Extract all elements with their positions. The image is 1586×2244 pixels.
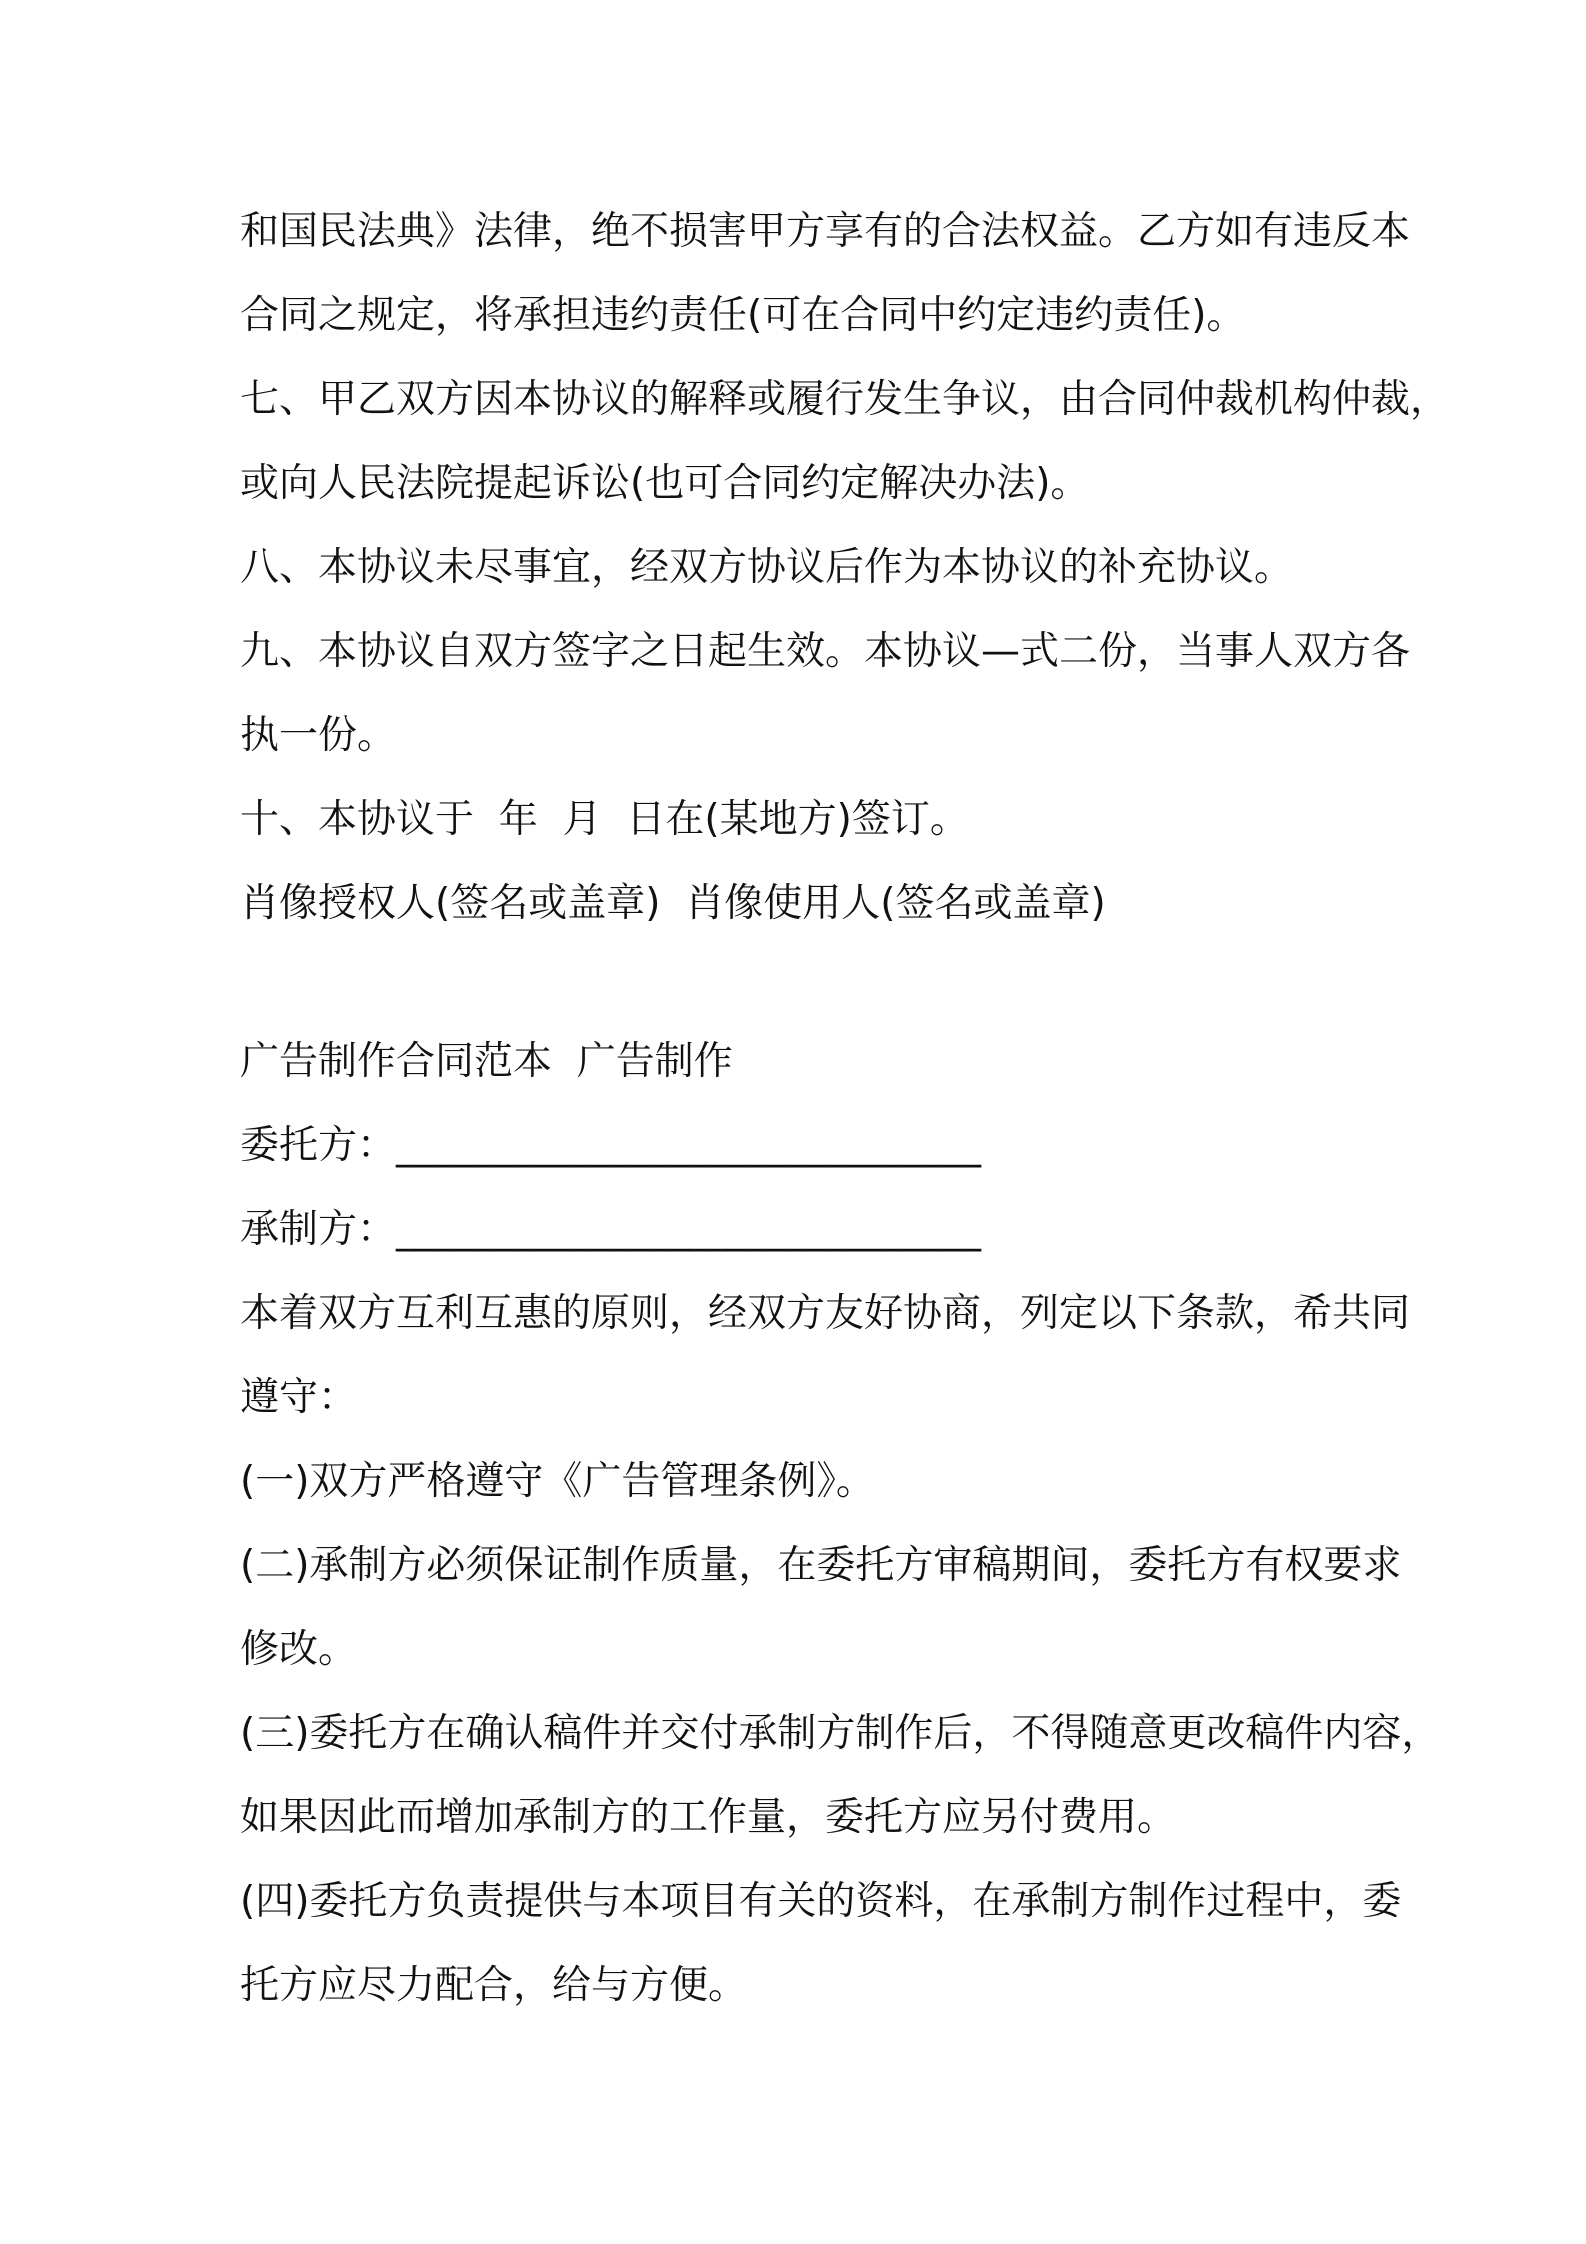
section-gap — [240, 946, 1360, 1020]
clause-three-line: (三)委托方在确认稿件并交付承制方制作后，不得随意更改稿件内容， — [240, 1711, 1441, 1756]
clause-ten-line: 十、本协议于 年 月 日在(某地方)签订。 — [240, 797, 969, 842]
clause-two-line: 修改。 — [240, 1627, 358, 1672]
clause-one-line: (一)双方严格遵守《广告管理条例》。 — [240, 1459, 875, 1504]
section-title: 广告制作合同范本 广告制作 — [240, 1039, 733, 1084]
clause-seven-line: 七、甲乙双方因本协议的解释或履行发生争议，由合同仲裁机构仲裁， — [240, 377, 1450, 422]
clause-seven-line: 或向人民法院提起诉讼(也可合同约定解决办法)。 — [240, 461, 1090, 506]
signature-line: 肖像授权人(签名或盖章) 肖像使用人(签名或盖章) — [240, 881, 1106, 926]
clause-nine-line: 执一份。 — [240, 713, 397, 758]
preamble-line: 遵守： — [240, 1375, 358, 1420]
paragraph-line: 合同之规定，将承担违约责任(可在合同中约定违约责任)。 — [240, 293, 1246, 338]
client-field-line: 委托方：______________________________ — [240, 1123, 982, 1168]
clause-nine-line: 九、本协议自双方签字之日起生效。本协议—式二份，当事人双方各 — [240, 629, 1411, 674]
document-body — [240, 190, 1450, 2028]
clause-two-line: (二)承制方必须保证制作质量，在委托方审稿期间，委托方有权要求 — [240, 1543, 1402, 1588]
producer-field-line: 承制方：______________________________ — [240, 1207, 982, 1252]
preamble-line: 本着双方互利互惠的原则，经双方友好协商，列定以下条款，希共同 — [240, 1291, 1411, 1336]
clause-eight-line: 八、本协议未尽事宜，经双方协议后作为本协议的补充协议。 — [240, 545, 1294, 590]
clause-three-line: 如果因此而增加承制方的工作量，委托方应另付费用。 — [240, 1795, 1177, 1840]
paragraph-line: 和国民法典》法律，绝不损害甲方享有的合法权益。乙方如有违反本 — [240, 209, 1411, 254]
clause-four-line: 托方应尽力配合，给与方便。 — [240, 1963, 748, 2008]
clause-four-line: (四)委托方负责提供与本项目有关的资料，在承制方制作过程中，委 — [240, 1879, 1402, 1924]
